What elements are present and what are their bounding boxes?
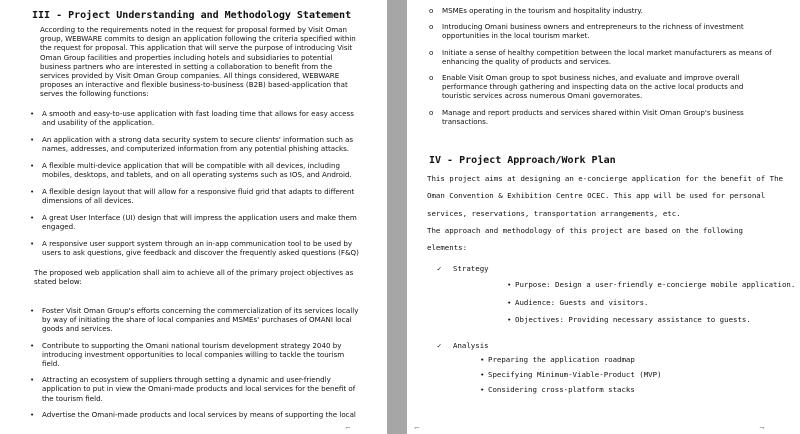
list-item-text: Introducing Omani business owners and entrepreneurs to the richness of investment opportunities in the local tourism market. (442, 22, 744, 41)
document-page-left[interactable] (0, 0, 387, 434)
check-icon: ✓ (437, 264, 442, 273)
analysis-label: Analysis (453, 341, 489, 350)
list-item (507, 315, 795, 333)
bullet-icon: • (30, 134, 35, 144)
bullet-icon: • (30, 212, 35, 222)
list-item (30, 109, 362, 127)
list-item-text: Considering cross-platform stacks (488, 385, 635, 395)
objectives-list (30, 306, 362, 426)
hollow-bullet-icon: o (429, 47, 434, 57)
list-item-text: A flexible multi-device application that will be compatible with all devices, including mobiles, desktops, and tablets, and on all operating systems such as IOS, and Android. (42, 160, 352, 180)
list-item (30, 410, 362, 419)
list-item (429, 22, 774, 40)
list-item (429, 73, 774, 101)
list-item (30, 161, 362, 179)
list-item (30, 239, 362, 257)
list-item (429, 108, 774, 126)
bullet-icon: • (507, 280, 512, 289)
list-item-text: Enable Visit Oman group to spot business niches, and evaluate and improve overall performance through gathering and inspecting data on the active local products and touristic services across numerous Omani governorates. (442, 73, 744, 101)
list-item-text: Foster Visit Oman Group's efforts concerning the commercialization of its services locally by way of initiating the share of local companies and MSMEs' purchases of OMANI local goods and services. (42, 306, 359, 334)
list-item (30, 306, 362, 334)
list-item (480, 370, 662, 385)
strategy-label: Strategy (453, 264, 489, 273)
bullet-icon: • (30, 340, 35, 350)
section-heading-iii: III - Project Understanding and Methodology Statement (32, 10, 352, 21)
page-corner-mark: ⌐ (414, 424, 420, 432)
list-item (507, 280, 795, 298)
hollow-bullet-icon: o (429, 22, 434, 32)
list-item-text: A flexible design layout that will allow for a responsive fluid grid that adapts to different dimensions of all devices. (42, 186, 355, 205)
analysis-list (480, 355, 662, 401)
list-item (30, 135, 362, 153)
bullet-icon: • (30, 109, 35, 118)
bullet-icon: • (30, 160, 35, 170)
list-item-text: A smooth and easy-to-use application with fast loading time that allows for easy access and usability of the application. (42, 109, 354, 128)
list-item-text: Manage and report products and services shared within Visit Oman Group's business transactions. (442, 107, 744, 126)
bullet-icon: • (507, 297, 512, 307)
list-item-text: A great User Interface (UI) design that will impress the application users and make them engaged. (42, 212, 357, 231)
list-item-text: Advertise the Omani-made products and local services by means of supporting the local (42, 409, 356, 419)
list-item-text: Audience: Guests and visitors. (515, 297, 649, 307)
list-item-text: Purpose: Design a user-friendly e-concierge mobile application. (515, 280, 796, 289)
check-icon: ✓ (437, 341, 442, 350)
list-item-text: Objectives: Providing necessary assistance to guests. (515, 315, 751, 324)
list-item-text: Specifying Minimum-Viable-Product (MVP) (488, 370, 662, 380)
list-item-text: Attracting an ecosystem of suppliers through setting a dynamic and user-friendly application to put in view the Omani-made products and local services for the benefit of the tourism field. (42, 375, 356, 403)
objectives-list-continued (429, 6, 774, 133)
aim-paragraph: The proposed web application shall aim to achieve all of the primary project objectives as stated below: (34, 268, 354, 287)
list-item (480, 355, 662, 370)
bullet-icon: • (480, 385, 485, 395)
bullet-icon: • (30, 375, 35, 385)
list-item-text: MSMEs operating in the tourism and hospitality industry. (442, 6, 643, 15)
list-item (480, 385, 662, 400)
bullet-icon: • (480, 370, 485, 380)
bullet-icon: • (30, 186, 35, 196)
section-heading-iv: IV - Project Approach/Work Plan (429, 155, 616, 166)
list-item-text: Initiate a sense of healthy competition between the local market manufacturers as means of enhancing the quality of products and services. (442, 47, 772, 66)
hollow-bullet-icon: o (429, 6, 434, 15)
list-item-text: A responsive user support system through an in-app communication tool to be used by users to ask questions, give feedback and discover the frequently asked questions (F&Q) (42, 238, 359, 257)
list-item (30, 375, 362, 403)
analysis-heading (437, 341, 489, 350)
list-item (30, 213, 362, 231)
bullet-icon: • (30, 409, 35, 419)
approach-text: The approach and methodology of this project are based on the following elements: (427, 225, 743, 253)
hollow-bullet-icon: o (429, 73, 434, 83)
hollow-bullet-icon: o (429, 107, 434, 117)
list-item-text: Preparing the application roadmap (488, 355, 635, 364)
list-item (429, 48, 774, 66)
list-item (429, 6, 774, 15)
bullet-icon: • (480, 355, 485, 364)
list-item (30, 187, 362, 205)
list-item-text: An application with a strong data security system to secure clients' information such as names, addresses, and computerized information from any potential phishing attacks. (42, 134, 354, 154)
bullet-icon: • (30, 238, 35, 248)
project-intro-text: This project aims at designing an e-concierge application for the benefit of The Oman Convention & Exhibition Centre OCEC. This app will be used for personal services, reservations, transportation arrangements, etc. (427, 174, 783, 218)
strategy-list (507, 280, 795, 333)
list-item-text: Contribute to supporting the Omani national tourism development strategy 2040 by introducing investment opportunities to local companies willing to tackle the tourism field. (42, 340, 345, 369)
approach-paragraphs (427, 170, 787, 256)
list-item (30, 341, 362, 369)
page-gutter (387, 0, 407, 434)
intro-paragraph: According to the requirements noted in the request for proposal formed by Visit Oman group, WEBWARE commits to design an application following the criteria specified within the request for proposal. This application that will serve the purpose of introducing Visit Oman Group facilities and properties including hotels and subsidiaries to potential business partners who are interested in setting a collaboration to benefit from the services provided by Visit Oman Group companies. All things considered, WEBWARE proposes an interactive and flexible business-to-business (B2B) based-application that serves the following functions: (40, 25, 356, 99)
features-list (30, 109, 362, 264)
bullet-icon: • (30, 306, 35, 315)
bullet-icon: • (507, 315, 512, 324)
strategy-heading (437, 264, 489, 273)
page-corner-mark: ¬ (759, 424, 765, 432)
document-page-right[interactable] (407, 0, 800, 434)
page-corner-mark: ⌐ (345, 424, 351, 432)
list-item (507, 298, 795, 316)
